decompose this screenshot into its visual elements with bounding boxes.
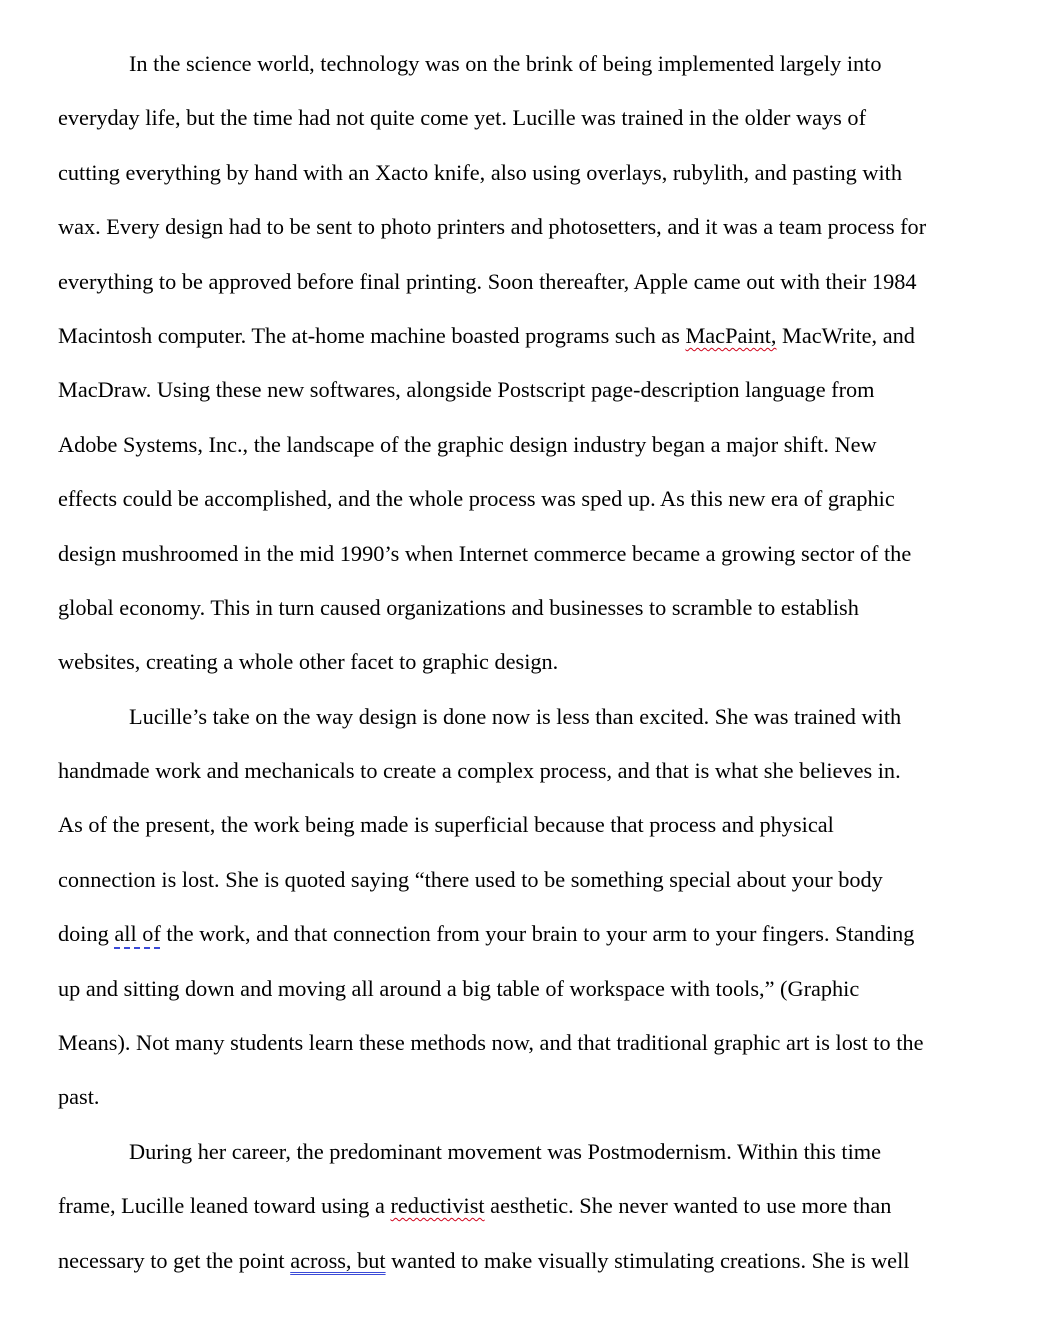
text-line: frame, Lucille leaned toward using a reductivist aesthetic. She never wanted to use more than [58, 1193, 892, 1219]
document-page [58, 37, 988, 1288]
text-line: effects could be accomplished, and the whole process was sped up. As this new era of graphic [58, 486, 895, 512]
text-line: In the science world, technology was on the brink of being implemented largely into [129, 51, 882, 76]
text-line: everything to be approved before final printing. Soon thereafter, Apple came out with their 1984 [58, 268, 917, 294]
text-line: Means). Not many students learn these methods now, and that traditional graphic art is lost to the [58, 1030, 924, 1056]
text-line: necessary to get the point across, but wanted to make visually stimulating creations. She is well [58, 1247, 910, 1273]
text-line: cutting everything by hand with an Xacto knife, also using overlays, rubylith, and pasting with [58, 159, 903, 185]
text-line: global economy. This in turn caused organizations and businesses to scramble to establish [58, 594, 859, 620]
text-line: websites, creating a whole other facet to graphic design. [58, 649, 559, 675]
text-line: MacDraw. Using these new softwares, alongside Postscript page-description language from [58, 377, 875, 403]
text-line: wax. Every design had to be sent to photo printers and photosetters, and it was a team process for [58, 214, 927, 240]
paragraph-1 [58, 37, 988, 690]
text-line: doing all of the work, and that connection from your brain to your arm to your fingers. Standing [58, 921, 915, 947]
paragraph-2 [58, 690, 988, 1125]
spelling-error-word[interactable]: MacPaint, [685, 322, 777, 348]
text-line: up and sitting down and moving all around a big table of workspace with tools,” (Graphic [58, 975, 860, 1001]
text-line: Adobe Systems, Inc., the landscape of the graphic design industry began a major shift. New [58, 431, 877, 457]
grammar-suggestion-phrase[interactable]: all of [114, 921, 161, 947]
spelling-error-word[interactable]: reductivist [390, 1193, 485, 1219]
text-line: As of the present, the work being made is superficial because that process and physical [58, 812, 834, 838]
text-line: handmade work and mechanicals to create a complex process, and that is what she believes in. [58, 758, 901, 784]
text-line: Lucille’s take on the way design is done now is less than excited. She was trained with [129, 703, 902, 729]
text-line: past. [58, 1084, 100, 1110]
text-line: connection is lost. She is quoted saying “there used to be something special about your body [58, 866, 883, 892]
text-line: everyday life, but the time had not quite come yet. Lucille was trained in the older ways of [58, 105, 867, 131]
paragraph-3 [58, 1125, 988, 1288]
text-line: design mushroomed in the mid 1990’s when Internet commerce became a growing sector of the [58, 540, 912, 566]
text-line: Macintosh computer. The at-home machine boasted programs such as MacPaint, MacWrite, and [58, 322, 915, 348]
text-line: During her career, the predominant movement was Postmodernism. Within this time [129, 1138, 882, 1164]
grammar-suggestion-phrase[interactable]: across, but [290, 1247, 386, 1273]
